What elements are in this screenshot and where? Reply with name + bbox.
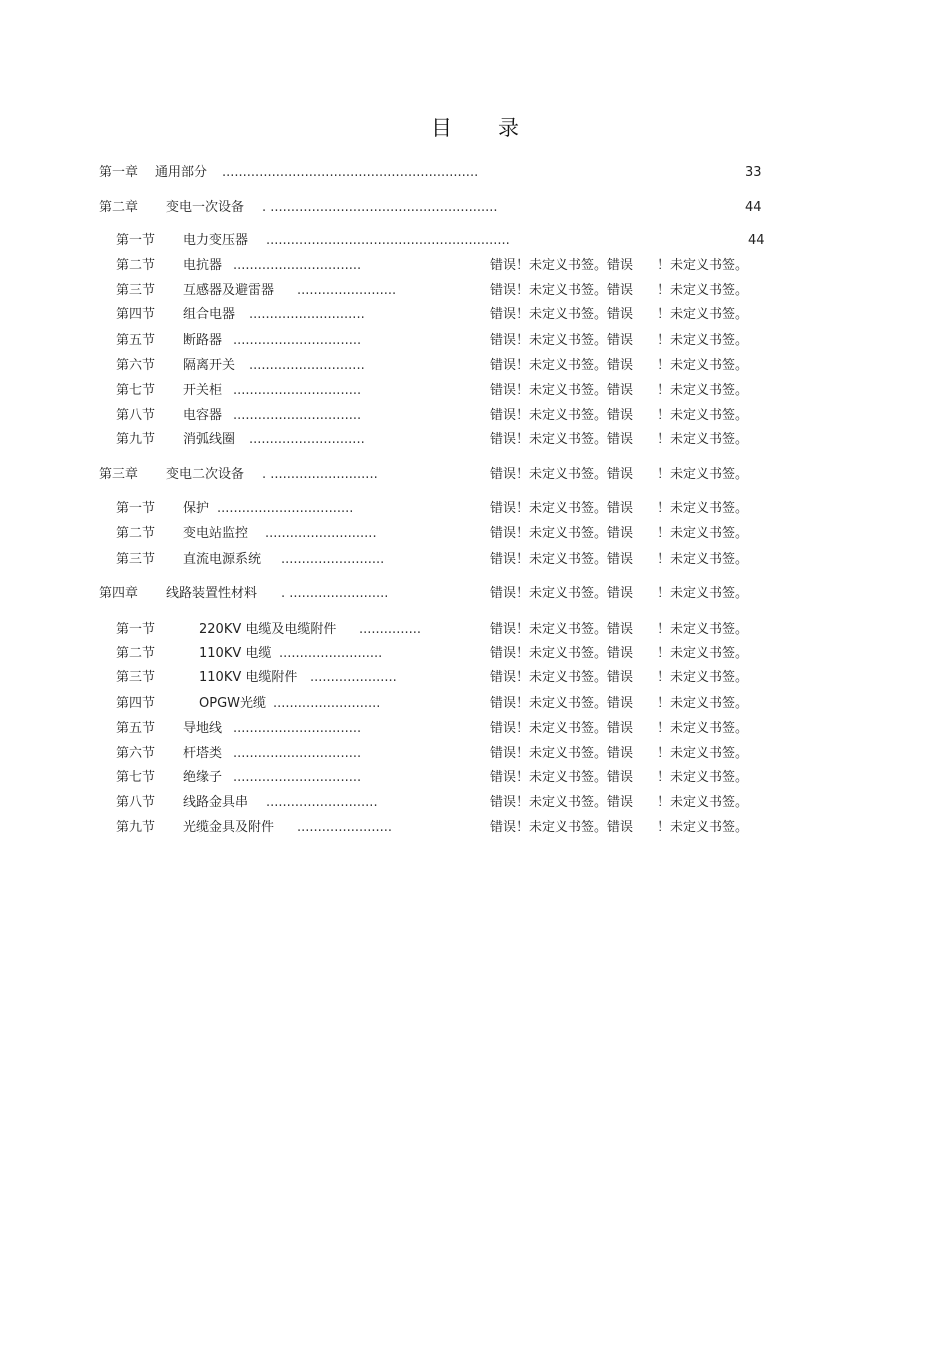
toc-entry[interactable] <box>0 465 950 485</box>
bookmark-error: 错误！未定义书签。错误 <box>490 333 634 348</box>
toc-entry[interactable] <box>0 818 950 838</box>
dot-leader: ............................... <box>233 746 362 761</box>
bookmark-error: ！未定义书签。 <box>657 307 749 322</box>
entry-label: 线路装置性材料 <box>166 586 258 601</box>
section-number: 第七节 <box>116 383 156 398</box>
bookmark-error: 错误！未定义书签。错误 <box>490 670 634 685</box>
bookmark-error: ！未定义书签。 <box>657 646 749 661</box>
entry-label: 通用部分 <box>155 165 208 180</box>
section-number: 第一节 <box>116 501 156 516</box>
dot-leader: ............................ <box>249 307 365 322</box>
section-number: 第一节 <box>116 622 156 637</box>
entry-label: 变电站监控 <box>183 526 249 541</box>
bookmark-error: 错误！未定义书签。错误 <box>490 820 634 835</box>
dot-leader: .............................................................. <box>222 165 479 180</box>
entry-label: 杆塔类 <box>183 746 223 761</box>
dot-leader: ..................... <box>310 670 397 685</box>
section-number: 第九节 <box>116 432 156 447</box>
entry-label: 开关柜 <box>183 383 223 398</box>
toc-title-char-2: 录 <box>498 116 519 140</box>
section-number: 第七节 <box>116 770 156 785</box>
dot-leader: ............................... <box>233 333 362 348</box>
bookmark-error: ！未定义书签。 <box>657 586 749 601</box>
bookmark-error: ！未定义书签。 <box>657 820 749 835</box>
bookmark-error: 错误！未定义书签。错误 <box>490 721 634 736</box>
entry-label: 110KV 电缆附件 <box>199 670 298 685</box>
section-number: 第九节 <box>116 820 156 835</box>
dot-leader: ............................ <box>249 358 365 373</box>
bookmark-error: ！未定义书签。 <box>657 696 749 711</box>
toc-entry[interactable] <box>0 381 950 401</box>
bookmark-error: ！未定义书签。 <box>657 283 749 298</box>
bookmark-error: ！未定义书签。 <box>657 670 749 685</box>
toc-entry[interactable] <box>0 744 950 764</box>
dot-leader: ......................... <box>279 646 383 661</box>
toc-entry[interactable] <box>0 499 950 519</box>
dot-leader: ............................... <box>233 258 362 273</box>
bookmark-error: 错误！未定义书签。错误 <box>490 795 634 810</box>
chapter-number: 第四章 <box>99 586 139 601</box>
bookmark-error: ！未定义书签。 <box>657 432 749 447</box>
section-number: 第六节 <box>116 358 156 373</box>
toc-entry[interactable] <box>0 356 950 376</box>
chapter-number: 第二章 <box>99 200 139 215</box>
toc-entry[interactable] <box>0 331 950 351</box>
entry-label: 线路金具串 <box>183 795 249 810</box>
bookmark-error: 错误！未定义书签。错误 <box>490 501 634 516</box>
dot-leader: ............... <box>359 622 421 637</box>
section-number: 第四节 <box>116 696 156 711</box>
bookmark-error: ！未定义书签。 <box>657 501 749 516</box>
bookmark-error: ！未定义书签。 <box>657 526 749 541</box>
dot-leader: ........................................................... <box>266 233 510 248</box>
toc-entry[interactable] <box>0 719 950 739</box>
dot-leader: . ........................ <box>281 586 389 601</box>
entry-label: 电力变压器 <box>183 233 249 248</box>
section-number: 第四节 <box>116 307 156 322</box>
toc-entry[interactable] <box>0 256 950 276</box>
section-number: 第三节 <box>116 283 156 298</box>
toc-entry[interactable] <box>0 406 950 426</box>
bookmark-error: 错误！未定义书签。错误 <box>490 586 634 601</box>
toc-entry[interactable] <box>0 198 950 218</box>
dot-leader: ......................... <box>281 552 385 567</box>
dot-leader: ............................ <box>249 432 365 447</box>
bookmark-error: ！未定义书签。 <box>657 358 749 373</box>
toc-entry[interactable] <box>0 281 950 301</box>
entry-label: 电抗器 <box>183 258 223 273</box>
entry-label: 隔离开关 <box>183 358 236 373</box>
bookmark-error: 错误！未定义书签。错误 <box>490 526 634 541</box>
section-number: 第五节 <box>116 721 156 736</box>
toc-entry[interactable] <box>0 430 950 450</box>
entry-label: 电容器 <box>183 408 223 423</box>
dot-leader: ............................... <box>233 383 362 398</box>
bookmark-error: ！未定义书签。 <box>657 795 749 810</box>
dot-leader: ........................ <box>297 283 397 298</box>
entry-label: 组合电器 <box>183 307 236 322</box>
dot-leader: ................................. <box>217 501 354 516</box>
toc-entry[interactable] <box>0 550 950 570</box>
bookmark-error: ！未定义书签。 <box>657 467 749 482</box>
toc-entry[interactable] <box>0 644 950 664</box>
section-number: 第二节 <box>116 646 156 661</box>
chapter-number: 第一章 <box>99 165 139 180</box>
entry-label: 消弧线圈 <box>183 432 236 447</box>
toc-title <box>0 112 950 142</box>
entry-label: 110KV 电缆 <box>199 646 272 661</box>
bookmark-error: 错误！未定义书签。错误 <box>490 770 634 785</box>
bookmark-error: 错误！未定义书签。错误 <box>490 408 634 423</box>
entry-label: 绝缘子 <box>183 770 223 785</box>
bookmark-error: 错误！未定义书签。错误 <box>490 552 634 567</box>
entry-label: 光缆金具及附件 <box>183 820 275 835</box>
entry-label: 互感器及避雷器 <box>183 283 275 298</box>
bookmark-error: ！未定义书签。 <box>657 408 749 423</box>
bookmark-error: 错误！未定义书签。错误 <box>490 307 634 322</box>
dot-leader: . ....................................................... <box>262 200 498 215</box>
bookmark-error: 错误！未定义书签。错误 <box>490 432 634 447</box>
page-number: 44 <box>745 200 762 215</box>
bookmark-error: ！未定义书签。 <box>657 622 749 637</box>
toc-entry[interactable] <box>0 231 950 251</box>
entry-label: 220KV 电缆及电缆附件 <box>199 622 337 637</box>
toc-entry[interactable] <box>0 694 950 714</box>
toc-title-char-1: 目 <box>431 116 452 140</box>
section-number: 第二节 <box>116 526 156 541</box>
bookmark-error: 错误！未定义书签。错误 <box>490 383 634 398</box>
entry-label: 直流电源系统 <box>183 552 262 567</box>
toc-entry[interactable] <box>0 584 950 604</box>
bookmark-error: ！未定义书签。 <box>657 746 749 761</box>
section-number: 第八节 <box>116 408 156 423</box>
dot-leader: ........................... <box>266 795 378 810</box>
bookmark-error: 错误！未定义书签。错误 <box>490 696 634 711</box>
entry-label: 变电一次设备 <box>166 200 245 215</box>
toc-entry[interactable] <box>0 620 950 640</box>
bookmark-error: 错误！未定义书签。错误 <box>490 646 634 661</box>
dot-leader: ............................... <box>233 770 362 785</box>
bookmark-error: ！未定义书签。 <box>657 333 749 348</box>
toc-entry[interactable] <box>0 793 950 813</box>
dot-leader: ............................... <box>233 408 362 423</box>
bookmark-error: ！未定义书签。 <box>657 721 749 736</box>
chapter-number: 第三章 <box>99 467 139 482</box>
entry-label: OPGW光缆 <box>199 696 266 711</box>
bookmark-error: ！未定义书签。 <box>657 552 749 567</box>
bookmark-error: ！未定义书签。 <box>657 770 749 785</box>
page-number: 33 <box>745 165 762 180</box>
dot-leader: ............................... <box>233 721 362 736</box>
bookmark-error: ！未定义书签。 <box>657 383 749 398</box>
section-number: 第六节 <box>116 746 156 761</box>
toc-entry[interactable] <box>0 668 950 688</box>
section-number: 第二节 <box>116 258 156 273</box>
section-number: 第五节 <box>116 333 156 348</box>
entry-label: 导地线 <box>183 721 223 736</box>
page-number: 44 <box>748 233 765 248</box>
section-number: 第三节 <box>116 670 156 685</box>
entry-label: 保护 <box>183 501 210 516</box>
bookmark-error: 错误！未定义书签。错误 <box>490 746 634 761</box>
toc-entry[interactable] <box>0 768 950 788</box>
section-number: 第八节 <box>116 795 156 810</box>
bookmark-error: 错误！未定义书签。错误 <box>490 467 634 482</box>
dot-leader: ........................... <box>265 526 377 541</box>
toc-entry[interactable] <box>0 524 950 544</box>
section-number: 第一节 <box>116 233 156 248</box>
bookmark-error: ！未定义书签。 <box>657 258 749 273</box>
bookmark-error: 错误！未定义书签。错误 <box>490 283 634 298</box>
toc-entry[interactable] <box>0 163 950 183</box>
section-number: 第三节 <box>116 552 156 567</box>
dot-leader: .......................... <box>273 696 381 711</box>
bookmark-error: 错误！未定义书签。错误 <box>490 258 634 273</box>
dot-leader: . .......................... <box>262 467 378 482</box>
entry-label: 变电二次设备 <box>166 467 245 482</box>
bookmark-error: 错误！未定义书签。错误 <box>490 358 634 373</box>
bookmark-error: 错误！未定义书签。错误 <box>490 622 634 637</box>
entry-label: 断路器 <box>183 333 223 348</box>
toc-entry[interactable] <box>0 305 950 325</box>
dot-leader: ....................... <box>297 820 393 835</box>
